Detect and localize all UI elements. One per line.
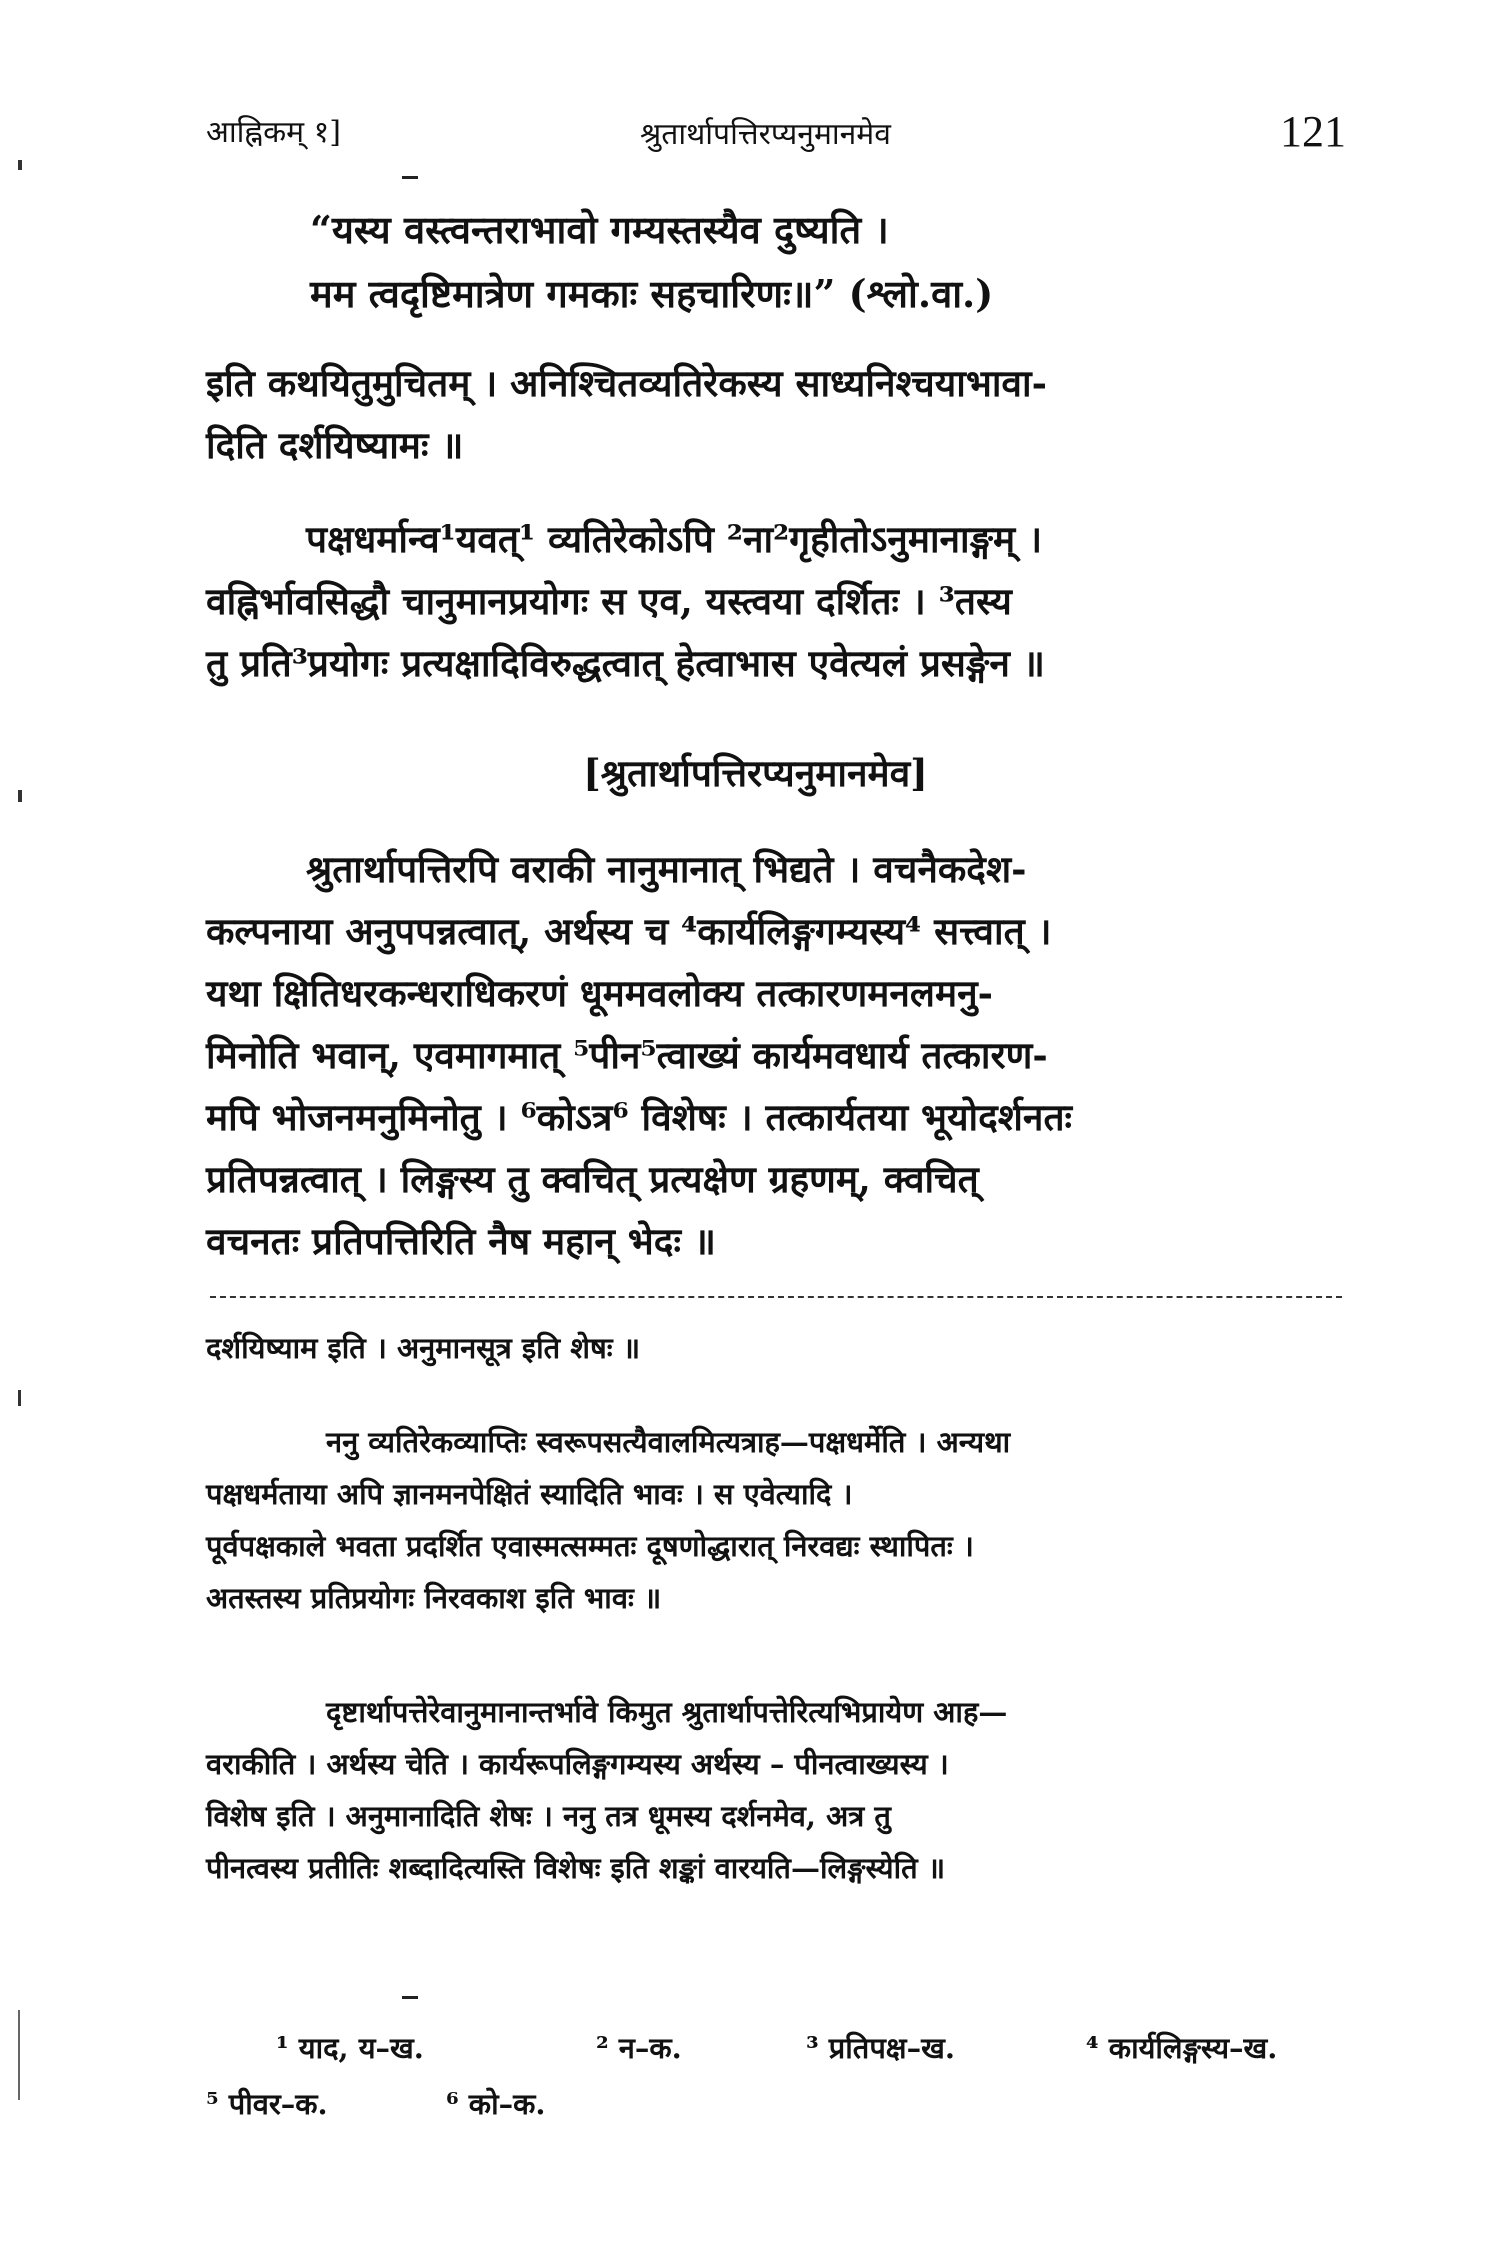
commentary-p1-line-1: दर्शयिष्याम इति । अनुमानसूत्र इति शेषः ॥ (206, 1331, 641, 1365)
main-p1-line-1: इति कथयितुमुचितम् । अनिश्चितव्यतिरेकस्य साध्यनिश्चयाभावा- (206, 361, 1047, 405)
main-p2-line-3: तु प्रति³प्रयोगः प्रत्यक्षादिविरुद्धत्वात् हेत्वाभास एवेत्यलं प्रसङ्गेन ॥ (206, 641, 1045, 685)
commentary-divider (210, 1296, 1342, 1298)
footnote-6: ⁶ को–क. (446, 2087, 546, 2121)
section-paragraph (206, 838, 1356, 1272)
verse-quote (310, 198, 1270, 326)
commentary-p2-line-3: पूर्वपक्षकाले भवता प्रदर्शित एवास्मत्सम्मतः दूषणोद्धारात् निरवद्यः स्थापितः । (206, 1529, 974, 1563)
commentary-paragraph-3 (206, 1686, 1356, 1894)
main-p2-line-2: वह्निर्भावसिद्धौ चानुमानप्रयोगः स एव, यस्त्वया दर्शितः । ³तस्य (206, 579, 1012, 623)
section-line-4: मिनोति भवान्, एवमागमात् ⁵पीन⁵त्वाख्यं कार्यमवधार्य तत्कारण- (206, 1033, 1048, 1077)
main-p1-line-2: दिति दर्शयिष्यामः ॥ (206, 423, 464, 467)
running-header-title: श्रुतार्थापत्तिरप्यनुमानमेव (640, 117, 891, 152)
scan-speck (18, 160, 22, 170)
scan-speck (18, 2010, 20, 2100)
header-mark (402, 176, 418, 179)
footnote-1: ¹ याद, य–ख. (276, 2031, 424, 2065)
page-number: 121 (1280, 107, 1346, 156)
commentary-paragraph-1 (206, 1322, 1356, 1374)
footnote-line-1 (206, 2020, 1356, 2076)
section-line-3: यथा क्षितिधरकन्धराधिकरणं धूममवलोक्य तत्कारणमनलमनु- (206, 971, 994, 1015)
section-heading: [श्रुतार्थापत्तिरप्यनुमानमेव] (583, 751, 928, 795)
verse-line-2: मम त्वदृष्टिमात्रेण गमकाः सहचारिणः॥” (श्लो.वा.) (310, 271, 994, 316)
section-line-6: प्रतिपन्नत्वात् । लिङ्गस्य तु क्वचित् प्रत्यक्षेण ग्रहणम्, क्वचित् (206, 1157, 979, 1201)
footnote-5: ⁵ पीवर–क. (206, 2087, 328, 2121)
commentary-p2-line-1: ननु व्यतिरेकव्याप्तिः स्वरूपसत्यैवालमित्यत्राह—पक्षधर्मेति । अन्यथा (326, 1425, 1011, 1459)
commentary-p2-line-2: पक्षधर्मताया अपि ज्ञानमनपेक्षितं स्यादिति भावः । स एवेत्यादि । (206, 1477, 853, 1511)
main-paragraph-1 (206, 352, 1356, 476)
footnotes (206, 2020, 1356, 2132)
section-line-7: वचनतः प्रतिपत्तिरिति नैष महान् भेदः ॥ (206, 1219, 716, 1263)
section-line-5: मपि भोजनमनुमिनोतु । ⁶कोऽत्र⁶ विशेषः । तत्कार्यतया भूयोदर्शनतः (206, 1095, 1073, 1139)
footnote-3: ³ प्रतिपक्ष–ख. (806, 2031, 955, 2065)
commentary-p3-line-1: दृष्टार्थापत्तेरेवानुमानान्तर्भावे किमुत श्रुतार्थापत्तेरित्यभिप्रायेण आह— (326, 1695, 1008, 1729)
footnote-line-2 (206, 2076, 1356, 2132)
footnote-2: ² न–क. (596, 2031, 682, 2065)
main-paragraph-2 (206, 508, 1356, 694)
verse-line-1: “यस्य वस्त्वन्तराभावो गम्यस्तस्यैव दुष्यति । (310, 207, 889, 252)
commentary-paragraph-2 (206, 1416, 1356, 1624)
section-line-1: श्रुतार्थापत्तिरपि वराकी नानुमानात् भिद्यते । वचनैकदेश- (306, 847, 1027, 891)
scan-speck (18, 790, 22, 802)
commentary-p3-line-2: वराकीति । अर्थस्य चेति । कार्यरूपलिङ्गगम्यस्य अर्थस्य – पीनत्वाख्यस्य । (206, 1747, 949, 1781)
scan-speck (18, 1390, 21, 1406)
footnote-4: ⁴ कार्यलिङ्गस्य–ख. (1086, 2031, 1278, 2065)
commentary-p3-line-3: विशेष इति । अनुमानादिति शेषः । ननु तत्र धूमस्य दर्शनमेव, अत्र तु (206, 1799, 891, 1833)
running-header-left: आह्निकम् १] (206, 115, 341, 150)
commentary-p2-line-4: अतस्तस्य प्रतिप्रयोगः निरवकाश इति भावः ॥ (206, 1581, 662, 1615)
section-line-2: कल्पनाया अनुपपन्नत्वात्, अर्थस्य च ⁴कार्यलिङ्गगम्यस्य⁴ सत्त्वात् । (206, 909, 1052, 953)
commentary-p3-line-4: पीनत्वस्य प्रतीतिः शब्दादित्यस्ति विशेषः इति शङ्कां वारयति—लिङ्गस्येति ॥ (206, 1851, 946, 1885)
footnote-mark (402, 1996, 418, 1999)
main-p2-line-1: पक्षधर्मान्व¹यवत्¹ व्यतिरेकोऽपि ²ना²गृहीतोऽनुमानाङ्गम् । (306, 517, 1043, 561)
